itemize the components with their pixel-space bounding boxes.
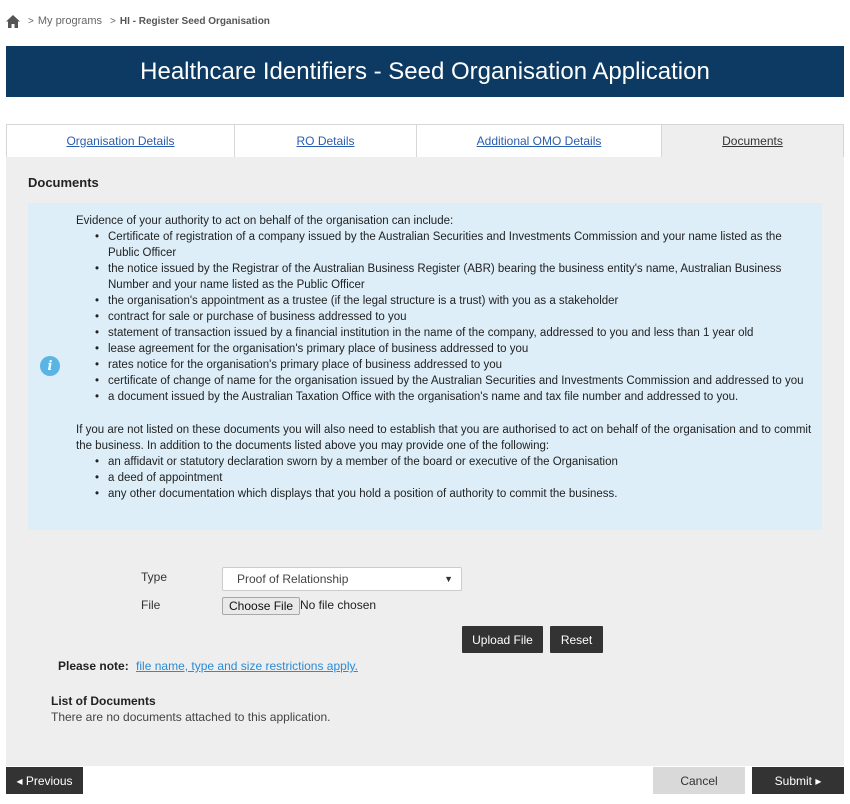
tab-label[interactable]: Additional OMO Details — [476, 134, 602, 148]
list-item: • a deed of appointment — [108, 470, 816, 486]
info-text — [76, 213, 816, 502]
documents-empty-message: There are no documents attached to this application. — [51, 710, 331, 724]
list-item: • a document issued by the Australian Taxation Office with the organisation's name and tax file number and addressed to you. — [108, 389, 816, 405]
list-item: • lease agreement for the organisation's primary place of business addressed to you — [108, 341, 816, 357]
info-box — [28, 203, 822, 530]
list-item: • rates notice for the organisation's primary place of business addressed to you — [108, 357, 816, 373]
page-banner — [6, 46, 844, 97]
info-icon: i — [40, 356, 60, 376]
tab-organisation-details[interactable] — [7, 125, 235, 157]
type-select[interactable] — [222, 567, 462, 591]
upload-file-button[interactable]: Upload File — [462, 626, 543, 653]
type-label: Type — [141, 570, 168, 584]
breadcrumb-current: HI - Register Seed Organisation — [119, 15, 270, 27]
list-item: • Certificate of registration of a company issued by the Australian Securities and Investments Commission and your name listed as the Public Officer — [108, 229, 816, 261]
tab-additional-omo-details[interactable] — [417, 125, 662, 157]
submit-button[interactable]: Submit ▸ — [752, 767, 844, 794]
breadcrumb-separator: > — [28, 15, 34, 27]
breadcrumb — [6, 13, 270, 29]
note-prefix: Please note: — [58, 659, 129, 673]
file-label: File — [141, 598, 161, 612]
cancel-button[interactable]: Cancel — [653, 767, 745, 794]
tab-label[interactable]: Organisation Details — [66, 134, 175, 148]
list-item: • statement of transaction issued by a financial institution in the name of the company, addressed to you and less than 1 year old — [108, 325, 816, 341]
additional-intro: If you are not listed on these documents you will also need to establish that you are authorised to act on behalf of the organisation and to commit the business. In addition to the documents listed above you may provide one of the following: — [76, 424, 812, 452]
restrictions-link[interactable]: file name, type and size restrictions apply. — [136, 659, 358, 673]
dropdown-caret-icon: ▼ — [444, 574, 453, 584]
list-item: • the organisation's appointment as a trustee (if the legal structure is a trust) with you as a stakeholder — [108, 293, 816, 309]
list-item: • an affidavit or statutory declaration sworn by a member of the board or executive of the Organisation — [108, 454, 816, 470]
list-item: • any other documentation which displays that you hold a position of authority to commit the business. — [108, 486, 816, 502]
documents-list-title: List of Documents — [51, 694, 156, 708]
tab-bar — [6, 124, 844, 157]
documents-panel — [6, 157, 844, 766]
list-item: • certificate of change of name for the organisation issued by the Australian Securities and Investments Commission and addressed to you — [108, 373, 816, 389]
type-select-value: Proof of Relationship — [237, 572, 349, 586]
section-title: Documents — [28, 175, 99, 190]
restrictions-note — [58, 659, 358, 673]
breadcrumb-my-programs[interactable]: My programs — [37, 15, 103, 27]
additional-list — [108, 454, 816, 502]
tab-label[interactable]: Documents — [722, 134, 783, 148]
list-item: • the notice issued by the Registrar of the Australian Business Register (ABR) bearing the business entity's name, Australian Business Number and your name listed as the Public Officer — [108, 261, 816, 293]
tab-documents[interactable] — [662, 125, 843, 157]
tab-label[interactable]: RO Details — [296, 134, 355, 148]
home-icon[interactable] — [6, 15, 20, 28]
file-status: No file chosen — [300, 598, 377, 612]
previous-button[interactable]: ◂ Previous — [6, 767, 83, 794]
page-title: Healthcare Identifiers - Seed Organisation Application — [140, 57, 710, 85]
breadcrumb-separator: > — [110, 15, 116, 27]
choose-file-button[interactable]: Choose File — [222, 597, 300, 615]
evidence-intro: Evidence of your authority to act on behalf of the organisation can include: — [76, 215, 454, 227]
tab-ro-details[interactable] — [235, 125, 417, 157]
list-item: • contract for sale or purchase of business addressed to you — [108, 309, 816, 325]
evidence-list — [108, 229, 816, 405]
reset-button[interactable]: Reset — [550, 626, 603, 653]
